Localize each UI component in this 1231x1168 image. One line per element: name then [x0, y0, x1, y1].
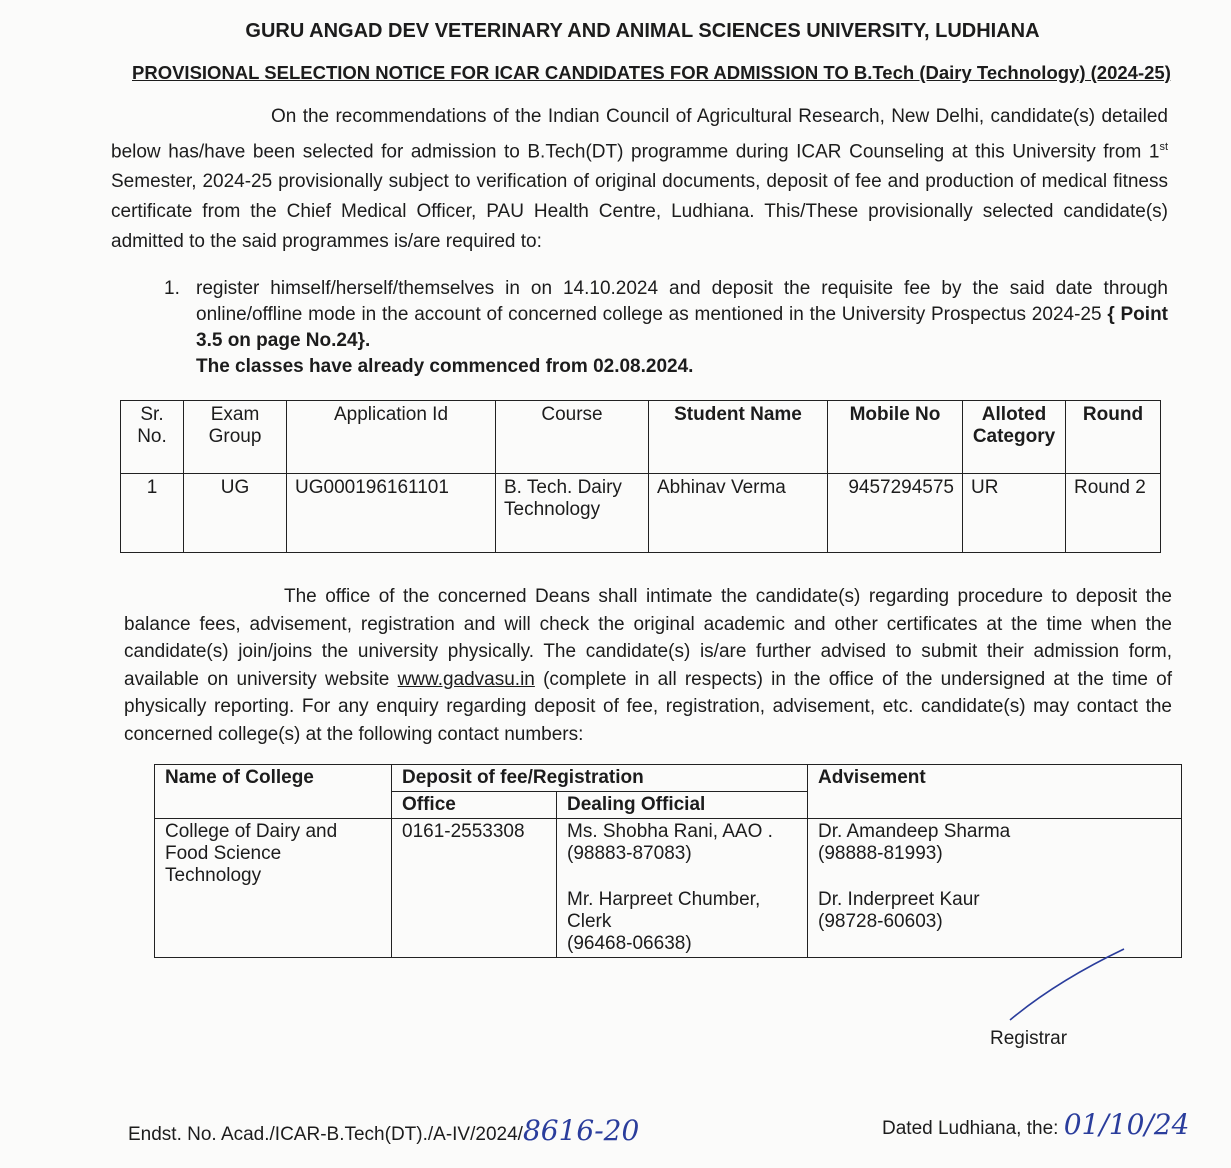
advisor-1-name: Dr. Amandeep Sharma: [818, 821, 1011, 842]
cell-student-name: Abhinav Verma: [649, 474, 828, 553]
header-office: Office: [392, 792, 557, 819]
intro-superscript: st: [1159, 141, 1168, 153]
dealing-official-1-phone: (98883-87083): [567, 843, 692, 864]
notice-subtitle: PROVISIONAL SELECTION NOTICE FOR ICAR CANDIDATES FOR ADMISSION TO B.Tech (Dairy Technology) (2024-25): [132, 62, 1171, 83]
cell-college-name: College of Dairy and Food Science Technology: [155, 819, 392, 958]
dealing-official-2-name: Mr. Harpreet Chumber, Clerk: [567, 889, 761, 932]
university-website-link[interactable]: www.gadvasu.in: [397, 668, 535, 690]
cell-dealing-officials: [557, 819, 808, 958]
advisor-2-name: Dr. Inderpreet Kaur: [818, 889, 980, 910]
endorsement-label: Endst. No. Acad./ICAR-B.Tech(DT)./A-IV/2024/: [128, 1124, 523, 1145]
dealing-official-2-phone: (96468-06638): [567, 933, 692, 954]
table-header-row: [121, 401, 1161, 474]
prospectus-reference: { Point 3.5 on page No.24}.: [196, 304, 1168, 351]
advisor-1-phone: (98888-81993): [818, 843, 943, 864]
instructions-text-part2: (complete in all respects) in the office of the undersigned at the time of physically reporting. For any enquiry regarding deposit of fee, registration, advisement, etc. candidate(s) may contact the concerned college(s) at the following contact numbers:: [124, 668, 1173, 745]
header-mobile-no: Mobile No: [828, 401, 963, 474]
cell-mobile-no: 9457294575: [828, 474, 963, 553]
header-alloted-category: Alloted Category: [963, 401, 1066, 474]
registrar-label: Registrar: [990, 1028, 1068, 1049]
header-dealing-official: Dealing Official: [557, 792, 808, 819]
instructions-text-part1: The office of the concerned Deans shall intimate the candidate(s) regarding procedure to deposit the balance fees, advisement, registration and will check the original academic and other certificates at the time when the candidate(s) join/joins the university physically. The candidate(s) is/are further advised to submit their admission form, available on university website: [124, 586, 1172, 690]
classes-note: The classes have already commenced from 02.08.2024.: [196, 356, 694, 377]
endorsement-number: [128, 1114, 639, 1147]
contact-table: [154, 764, 1182, 958]
header-round: Round: [1066, 401, 1161, 474]
intro-paragraph: [111, 102, 1168, 257]
instructions-paragraph: [124, 583, 1172, 748]
table-row: [155, 819, 1182, 958]
intro-text-part2: Semester, 2024-25 provisionally subject to verification of original documents, deposit of fee and production of medical fitness certificate from the Chief Medical Officer, PAU Health Centre, Ludhiana. This/These provisionally selected candidate(s) admitted to the said programmes is/are required to:: [111, 171, 1168, 253]
header-exam-group: Exam Group: [184, 401, 287, 474]
cell-office-phone: 0161-2553308: [392, 819, 557, 958]
list-item: [196, 276, 1168, 380]
cell-advisement: [808, 819, 1182, 958]
cell-category: UR: [963, 474, 1066, 553]
cell-sr-no: 1: [121, 474, 184, 553]
cell-round: Round 2: [1066, 474, 1161, 553]
endorsement-handwritten-number: 8616-20: [522, 1114, 640, 1147]
selection-table: [120, 400, 1161, 553]
table-row: [121, 474, 1161, 553]
dated-line: [882, 1108, 1189, 1141]
header-advisement: Advisement: [808, 765, 1182, 819]
university-title: GURU ANGAD DEV VETERINARY AND ANIMAL SCIENCES UNIVERSITY, LUDHIANA: [245, 20, 1040, 42]
cell-course: B. Tech. Dairy Technology: [496, 474, 649, 553]
intro-text-part1: On the recommendations of the Indian Council of Agricultural Research, New Delhi, candidate(s) detailed below has/have been selected for admission to B.Tech(DT) programme during ICAR Counseling at this University from 1: [111, 106, 1168, 163]
dealing-official-1-name: Ms. Shobha Rani, AAO .: [567, 821, 773, 842]
header-student-name: Student Name: [649, 401, 828, 474]
header-name-of-college: Name of College: [155, 765, 392, 819]
cell-exam-group: UG: [184, 474, 287, 553]
header-deposit-registration: Deposit of fee/Registration: [392, 765, 808, 792]
list-number: 1.: [164, 278, 180, 299]
header-sr-no: Sr. No.: [121, 401, 184, 474]
header-application-id: Application Id: [287, 401, 496, 474]
dated-label: Dated Ludhiana, the:: [882, 1118, 1064, 1139]
list-item-text: register himself/herself/themselves in on 14.10.2024 and deposit the requisite fee by the said date through online/offline mode in the account of concerned college as mentioned in the University Prospectus 2024-25: [196, 278, 1168, 325]
header-course: Course: [496, 401, 649, 474]
advisor-2-phone: (98728-60603): [818, 911, 943, 932]
dated-handwritten-date: 01/10/24: [1063, 1108, 1190, 1141]
contact-header-row: [155, 765, 1182, 792]
registrar-signature: [1000, 945, 1130, 1025]
cell-application-id: UG000196161101: [287, 474, 496, 553]
